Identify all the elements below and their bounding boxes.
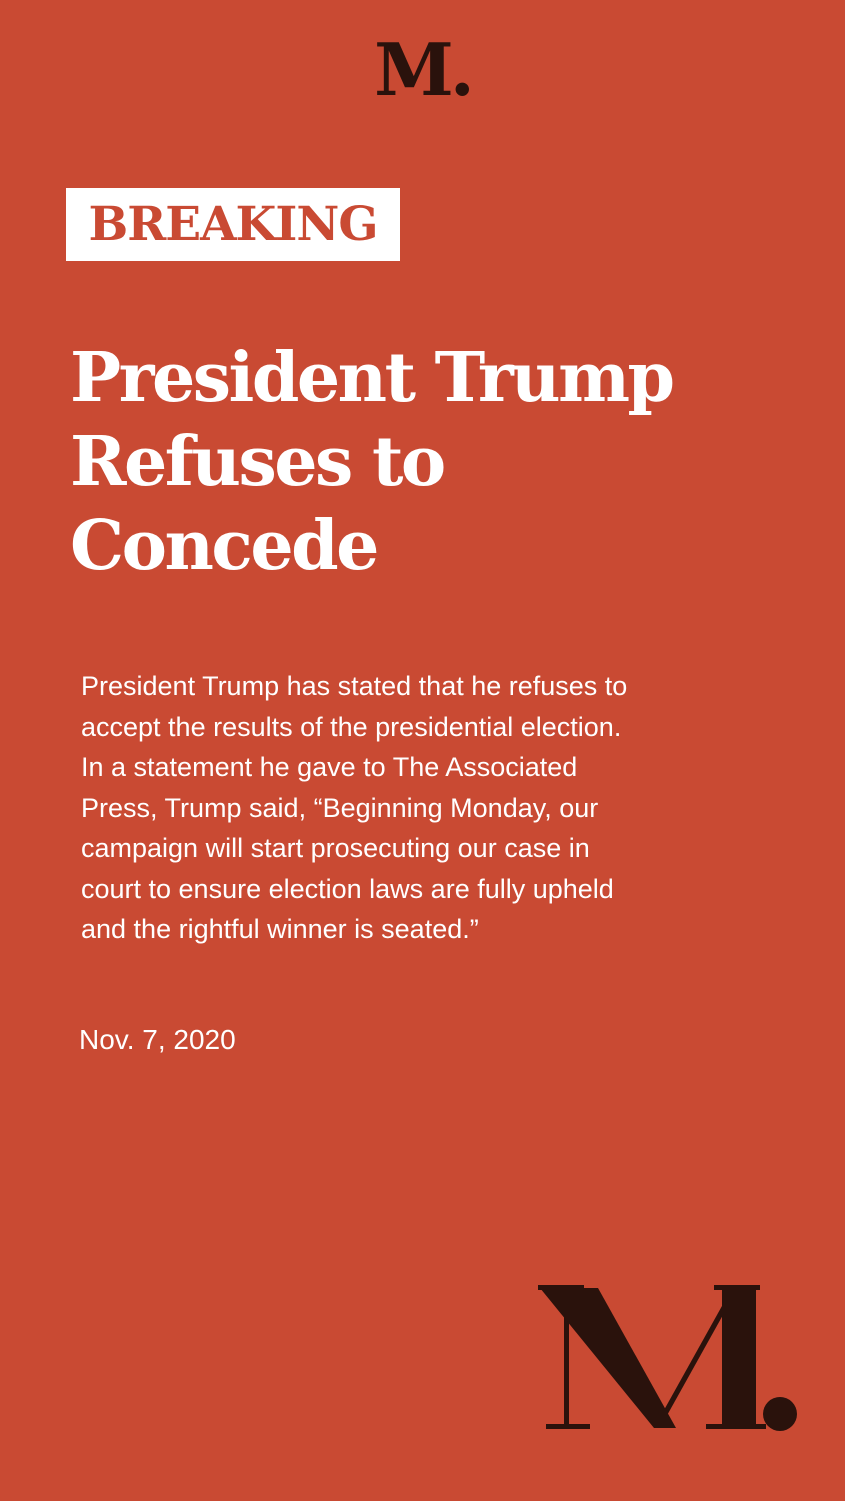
publish-date: Nov. 7, 2020 (79, 1024, 236, 1055)
body-line: Press, Trump said, “Beginning Monday, our (81, 792, 599, 823)
headline-line: Concede (70, 506, 377, 586)
brand-logo-top: M. (374, 27, 471, 112)
body-line: campaign will start prosecuting our case in (81, 833, 590, 863)
breaking-badge (66, 188, 400, 261)
headline (70, 336, 770, 588)
body-line: and the rightful winner is seated.” (81, 914, 479, 944)
body-line: President Trump has stated that he refuses to (81, 671, 628, 701)
headline-line: President Trump (70, 338, 673, 418)
body-line: In a statement he gave to The Associated (81, 752, 578, 782)
article-body (81, 666, 721, 950)
brand-logo-bottom (536, 1276, 806, 1436)
body-line: court to ensure election laws are fully upheld (81, 873, 614, 904)
headline-line: Refuses to (70, 422, 444, 502)
breaking-badge-label: BREAKING (88, 197, 378, 252)
body-line: accept the results of the presidential election. (81, 711, 622, 742)
